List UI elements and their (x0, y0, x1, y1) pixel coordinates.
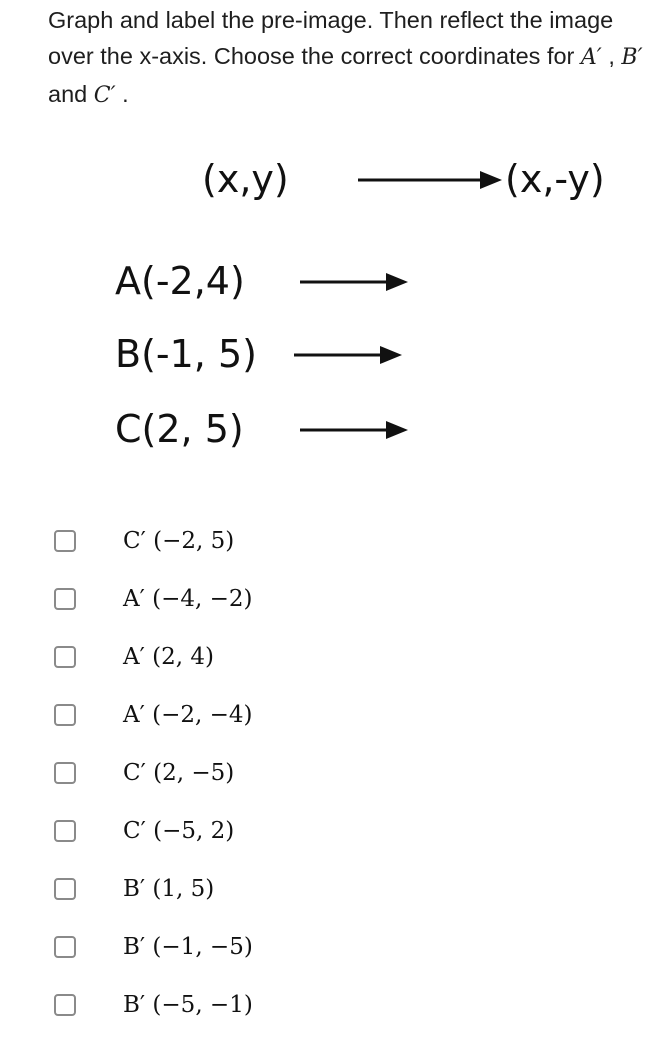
option-b-prime-1-5[interactable] (54, 860, 614, 918)
option-b-prime-neg5-neg1[interactable] (54, 976, 614, 1034)
option-c-prime-neg5-2[interactable] (54, 802, 614, 860)
point-c-arrow-icon (298, 418, 410, 442)
question-c-prime: C′ (93, 83, 116, 108)
checkbox[interactable] (54, 530, 76, 552)
option-label: A′ (−4, −2) (123, 586, 253, 612)
checkbox[interactable] (54, 704, 76, 726)
option-label: A′ (2, 4) (123, 644, 214, 670)
option-label: B′ (1, 5) (123, 876, 215, 902)
point-b-arrow-icon (292, 343, 404, 367)
point-a: A(-2,4) (115, 259, 245, 303)
question-b-prime: B′ (621, 45, 643, 70)
option-c-prime-2-neg5[interactable] (54, 744, 614, 802)
point-a-arrow-icon (298, 270, 410, 294)
answer-options (54, 512, 614, 1034)
option-label: B′ (−5, −1) (123, 992, 253, 1018)
option-label: B′ (−1, −5) (123, 934, 253, 960)
option-label: C′ (−2, 5) (123, 528, 235, 554)
checkbox[interactable] (54, 936, 76, 958)
question-sep-2: and (48, 81, 94, 107)
option-a-prime-neg2-neg4[interactable] (54, 686, 614, 744)
checkbox[interactable] (54, 646, 76, 668)
checkbox[interactable] (54, 878, 76, 900)
question-body: Graph and label the pre-image. Then reflect the image over the x-axis. Choose the correct coordinates for (48, 7, 614, 69)
option-b-prime-neg1-neg5[interactable] (54, 918, 614, 976)
point-c: C(2, 5) (115, 407, 244, 451)
option-c-prime-neg2-5[interactable] (54, 512, 614, 570)
option-a-prime-neg4-neg2[interactable] (54, 570, 614, 628)
question-text (48, 2, 648, 114)
checkbox[interactable] (54, 994, 76, 1016)
option-label: C′ (−5, 2) (123, 818, 235, 844)
question-sep-1: , (601, 43, 622, 69)
point-b: B(-1, 5) (115, 332, 257, 376)
option-a-prime-2-4[interactable] (54, 628, 614, 686)
checkbox[interactable] (54, 762, 76, 784)
checkbox[interactable] (54, 820, 76, 842)
question-a-prime: A′ (580, 45, 602, 70)
option-label: C′ (2, −5) (123, 760, 235, 786)
rule-to: (x,-y) (505, 157, 605, 201)
rule-arrow-icon (356, 168, 504, 192)
rule-from: (x,y) (202, 157, 289, 201)
checkbox[interactable] (54, 588, 76, 610)
question-end: . (115, 81, 129, 107)
option-label: A′ (−2, −4) (123, 702, 253, 728)
